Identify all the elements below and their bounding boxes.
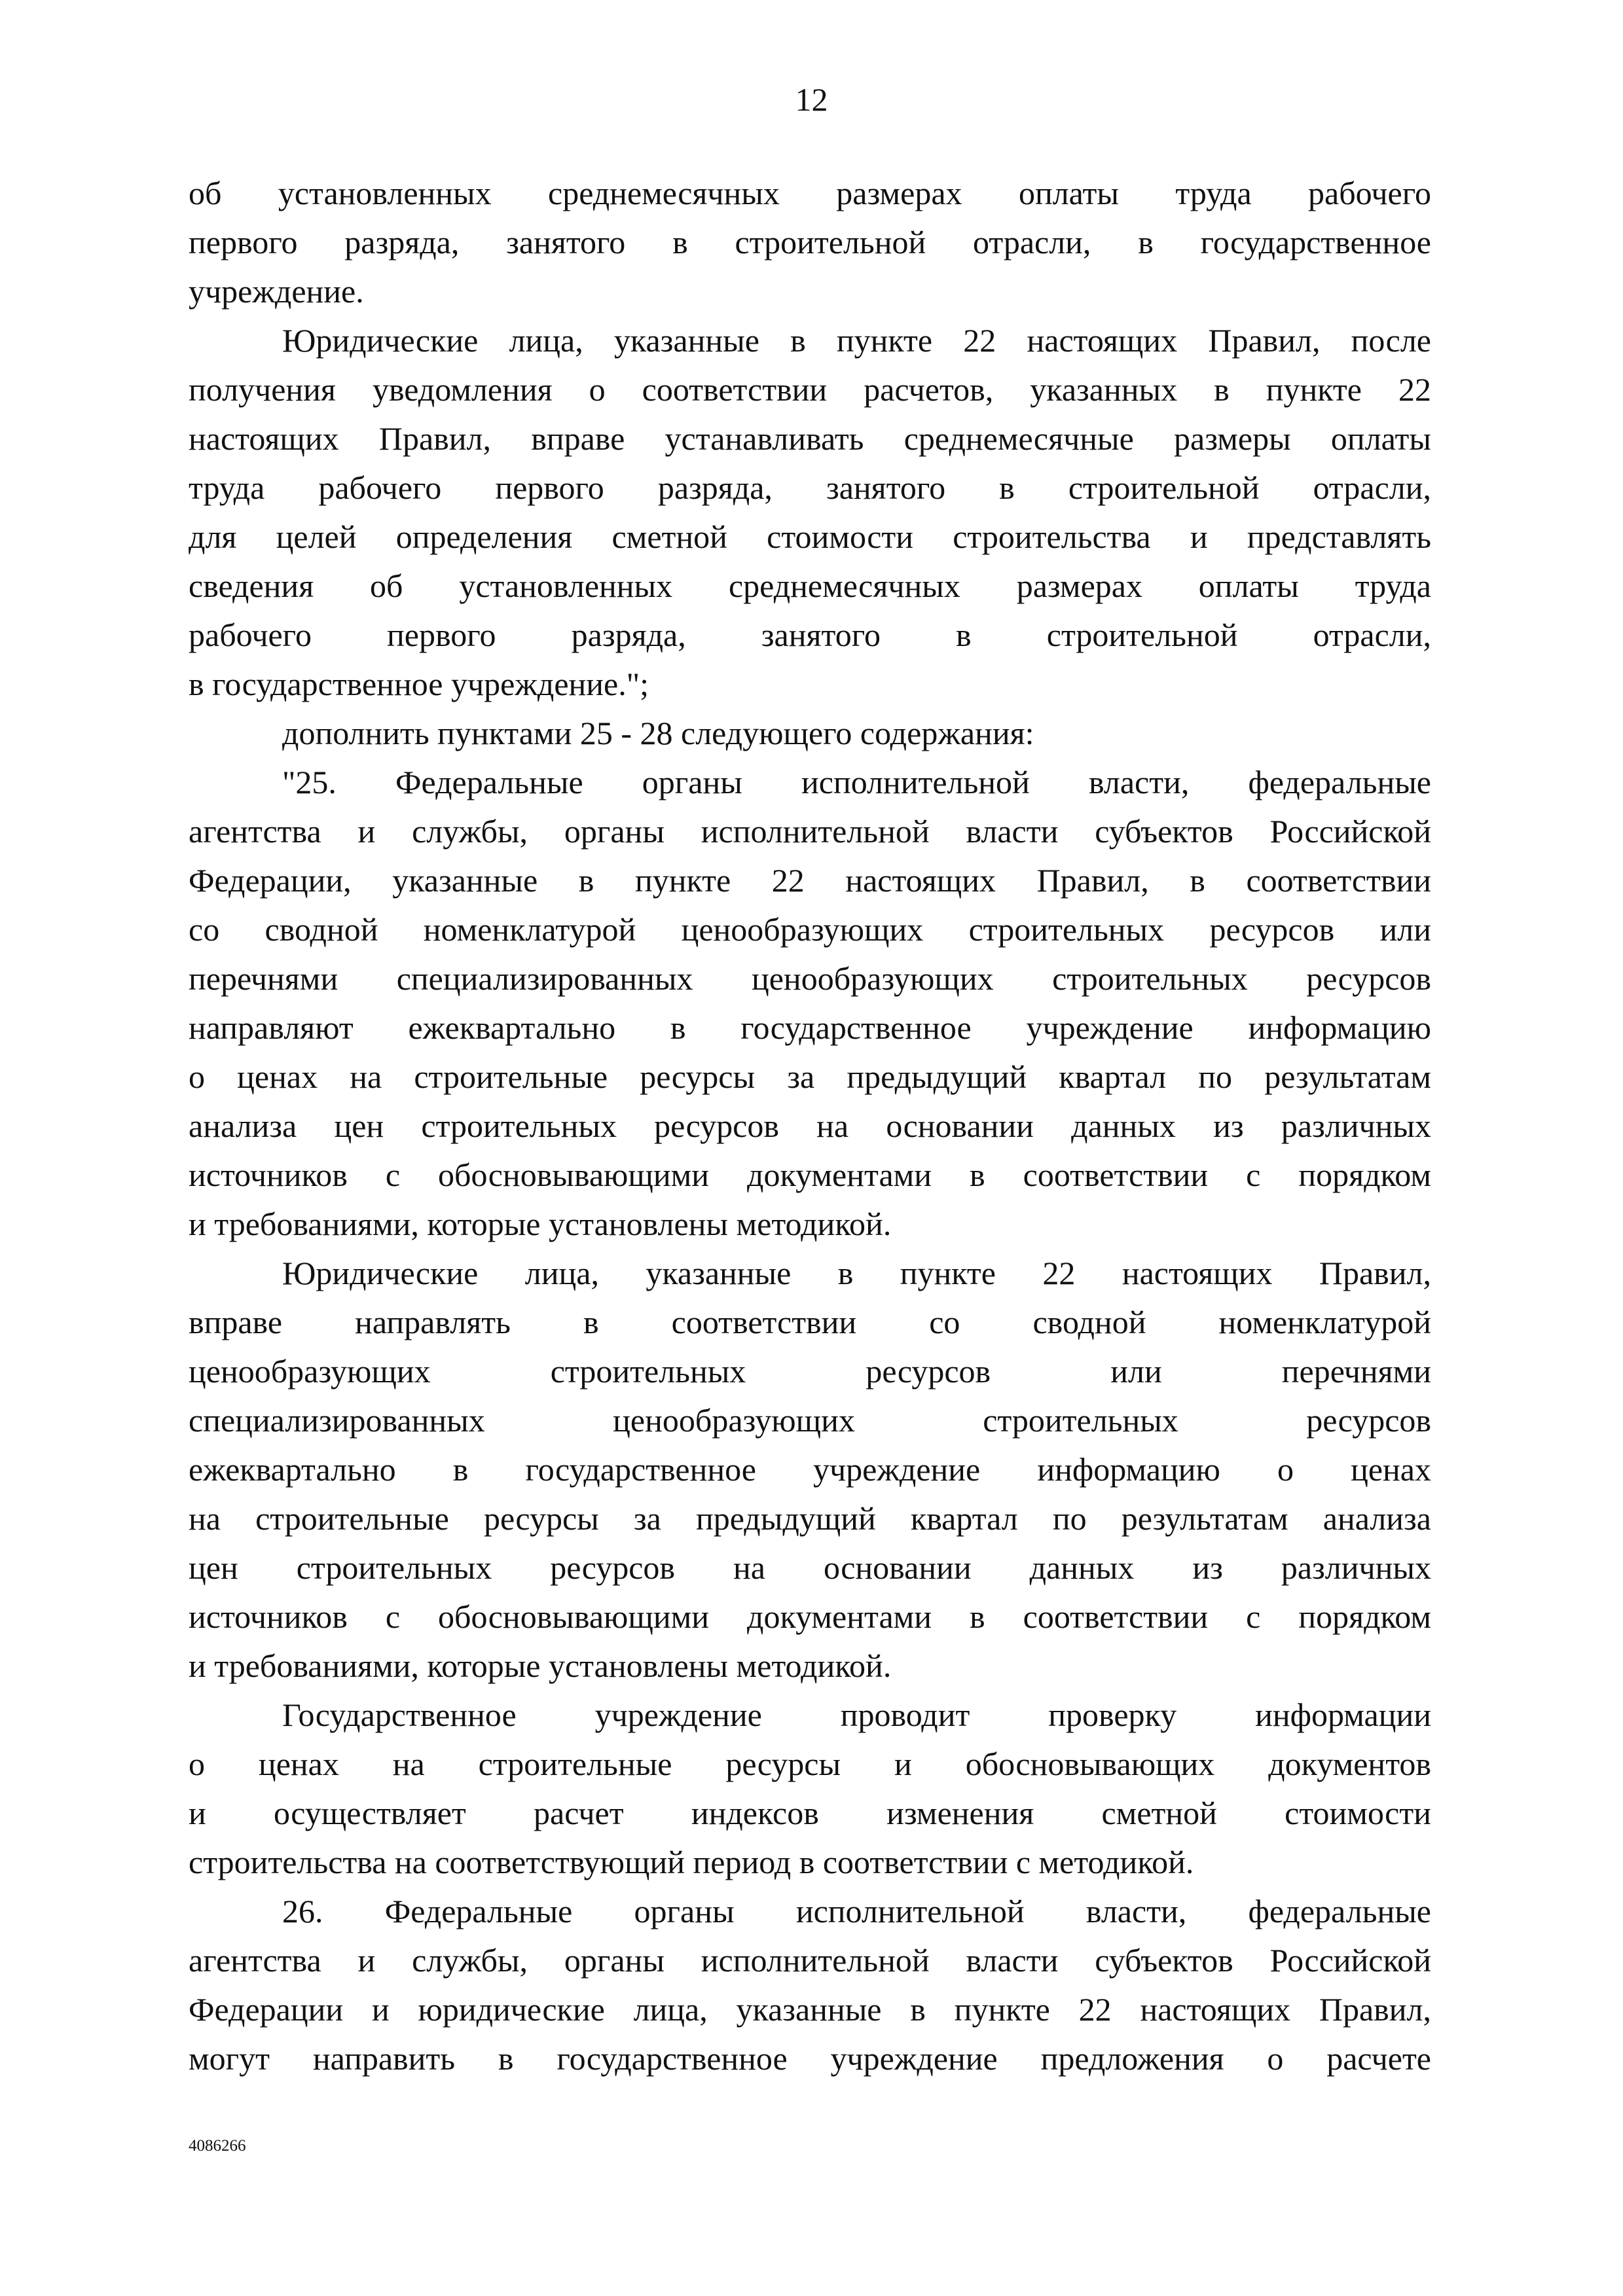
- text-line: об установленных среднемесячных размерах оплаты труда рабочего: [189, 175, 1431, 211]
- document-body: [189, 169, 1431, 2083]
- paragraph: [189, 1691, 1431, 1887]
- text-line: перечнями специализированных ценообразующих строительных ресурсов: [189, 960, 1431, 997]
- text-line: анализа цен строительных ресурсов на основании данных из различных: [189, 1107, 1431, 1144]
- text-line: о ценах на строительные ресурсы и обосновывающих документов: [189, 1746, 1431, 1782]
- text-line: строительства на соответствующий период в соответствии с методикой.: [189, 1844, 1194, 1880]
- text-line: могут направить в государственное учреждение предложения о расчете: [189, 2040, 1431, 2077]
- document-code: 4086266: [189, 2137, 246, 2155]
- paragraph: [189, 709, 1431, 758]
- page-number: 12: [795, 81, 828, 118]
- paragraph: [189, 316, 1431, 709]
- text-line: сведения об установленных среднемесячных размерах оплаты труда: [189, 567, 1431, 604]
- paragraph: [189, 1249, 1431, 1691]
- paragraph: [189, 169, 1431, 316]
- text-line: направляют ежеквартально в государственное учреждение информацию: [189, 1009, 1431, 1046]
- text-line: агентства и службы, органы исполнительной власти субъектов Российской: [189, 813, 1431, 850]
- text-line: Юридические лица, указанные в пункте 22 настоящих Правил, после: [282, 322, 1431, 359]
- text-line: и осуществляет расчет индексов изменения сметной стоимости: [189, 1795, 1431, 1831]
- text-line: агентства и службы, органы исполнительной власти субъектов Российской: [189, 1942, 1431, 1979]
- text-line: дополнить пунктами 25 - 28 следующего содержания:: [282, 715, 1034, 751]
- text-line: специализированных ценообразующих строительных ресурсов: [189, 1402, 1431, 1439]
- paragraph: [189, 1887, 1431, 2083]
- text-line: и требованиями, которые установлены методикой.: [189, 1647, 892, 1684]
- text-line: "25. Федеральные органы исполнительной власти, федеральные: [282, 764, 1431, 800]
- text-line: Федерации и юридические лица, указанные в пункте 22 настоящих Правил,: [189, 1991, 1431, 2028]
- text-line: настоящих Правил, вправе устанавливать среднемесячные размеры оплаты: [189, 420, 1431, 457]
- text-line: первого разряда, занятого в строительной отрасли, в государственное: [189, 224, 1431, 260]
- text-line: в государственное учреждение.";: [189, 666, 649, 702]
- text-line: Федерации, указанные в пункте 22 настоящих Правил, в соответствии: [189, 862, 1431, 899]
- text-line: ценообразующих строительных ресурсов или перечнями: [189, 1353, 1431, 1390]
- text-line: на строительные ресурсы за предыдущий квартал по результатам анализа: [189, 1500, 1431, 1537]
- text-line: учреждение.: [189, 273, 364, 310]
- text-line: источников с обосновывающими документами в соответствии с порядком: [189, 1598, 1431, 1635]
- text-line: ежеквартально в государственное учреждение информацию о ценах: [189, 1451, 1431, 1488]
- text-line: получения уведомления о соответствии расчетов, указанных в пункте 22: [189, 371, 1431, 408]
- text-line: для целей определения сметной стоимости строительства и представлять: [189, 518, 1431, 555]
- text-line: 26. Федеральные органы исполнительной власти, федеральные: [282, 1893, 1431, 1929]
- text-line: рабочего первого разряда, занятого в строительной отрасли,: [189, 617, 1431, 653]
- text-line: со сводной номенклатурой ценообразующих строительных ресурсов или: [189, 911, 1431, 948]
- text-line: Государственное учреждение проводит проверку информации: [282, 1696, 1431, 1733]
- text-line: Юридические лица, указанные в пункте 22 настоящих Правил,: [282, 1255, 1431, 1291]
- text-line: источников с обосновывающими документами в соответствии с порядком: [189, 1157, 1431, 1193]
- text-line: и требованиями, которые установлены методикой.: [189, 1206, 892, 1242]
- text-line: труда рабочего первого разряда, занятого в строительной отрасли,: [189, 469, 1431, 506]
- paragraph: [189, 758, 1431, 1249]
- text-line: вправе направлять в соответствии со сводной номенклатурой: [189, 1304, 1431, 1340]
- text-line: цен строительных ресурсов на основании данных из различных: [189, 1549, 1431, 1586]
- text-line: о ценах на строительные ресурсы за предыдущий квартал по результатам: [189, 1058, 1431, 1095]
